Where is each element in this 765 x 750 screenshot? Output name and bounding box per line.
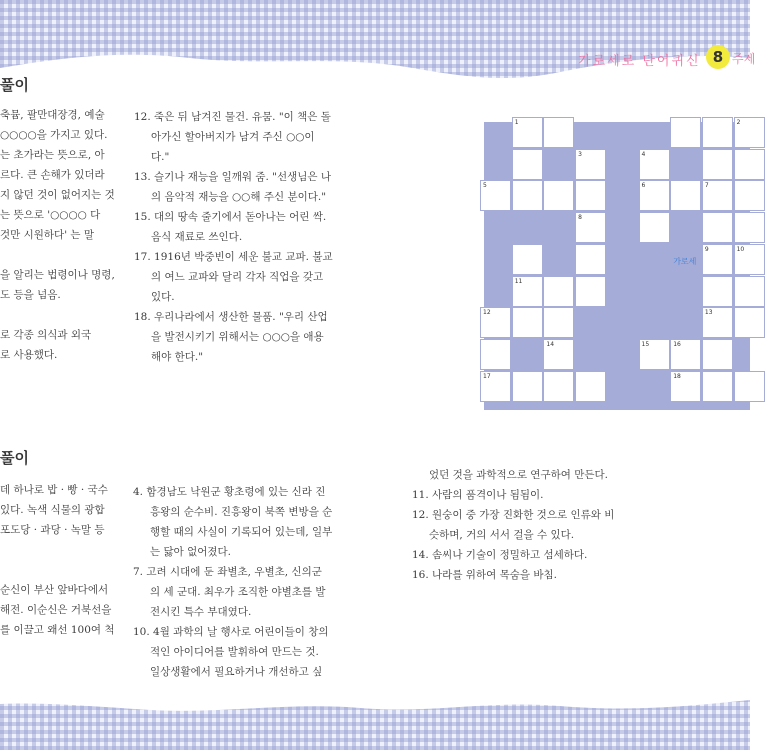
cell-number: 14 [546, 340, 555, 348]
fragment-line: 를 이끌고 왜선 100여 척 [0, 624, 115, 636]
down-section-title: 풀이 [0, 449, 29, 467]
cell-number: 9 [704, 245, 709, 253]
down-right-clues [412, 465, 652, 585]
fragment-line [0, 305, 120, 325]
cell-number: 11 [514, 277, 523, 285]
fragment-line [0, 540, 120, 560]
clue-10-down: 10. 4월 과학의 날 행사로 어린이들이 창의 적인 아이디어를 발휘하여 만드는 것. 일상생활에서 필요하거나 개선하고 싶 [133, 626, 329, 678]
crossword-cell[interactable] [512, 244, 543, 275]
cell-number: 4 [641, 150, 646, 158]
clue-7-down: 7. 고려 시대에 둔 좌별초, 우별초, 신의군 의 세 군대. 최우가 조직한 야별초를 발 전시킨 특수 부대였다. [133, 566, 326, 618]
cell-number: 8 [578, 214, 582, 222]
cell-number: 7 [704, 182, 709, 190]
clue-12-down: 12. 원숭이 중 가장 진화한 것으로 인류와 비 슷하며, 거의 서서 걸을 수 있다. [412, 509, 615, 541]
crossword-cell[interactable] [639, 212, 670, 243]
crossword-cell[interactable] [670, 117, 701, 148]
crossword-cell[interactable] [512, 149, 543, 180]
across-left-fragments [0, 105, 120, 365]
fragment-line: 르다. 큰 손해가 있더라 [0, 169, 105, 181]
clue-17-across: 17. 1916년 박중빈이 세운 불교 교파. 불교 의 여느 교파와 달리 각자 직업을 갖고 있다. [134, 251, 333, 303]
cell-number: 1 [514, 119, 519, 126]
board-label: 가로세 [673, 256, 697, 266]
down-left-fragments [0, 480, 120, 640]
fragment-line: 것만 시원하다' 는 말 [0, 229, 95, 241]
bottom-wave-edge [0, 680, 750, 720]
crossword-cell[interactable] [702, 276, 733, 307]
crossword-cell[interactable] [734, 307, 765, 338]
fragment-line: 데 하나로 밥 · 빵 · 국수 [0, 484, 108, 496]
cell-number: 12 [483, 309, 491, 317]
across-section-title: 풀이 [0, 76, 29, 94]
fragment-line: 포도당 · 과당 · 녹말 등 [0, 524, 105, 536]
clue-13-across: 13. 슬기나 재능을 일깨워 줌. "선생님은 나 의 음악적 재능을 ○○해 주신 분이다." [134, 171, 332, 203]
clue-16-down: 16. 나라를 위하여 목숨을 바침. [412, 569, 557, 581]
crossword-cell[interactable] [702, 212, 733, 243]
cell-number: 18 [673, 372, 681, 380]
cell-number: 10 [736, 245, 745, 253]
cell-number: 15 [641, 340, 650, 348]
crossword-cell[interactable] [575, 244, 606, 275]
crossword-cell[interactable] [543, 180, 574, 211]
crossword-cell[interactable] [734, 149, 765, 180]
crossword-cell[interactable] [702, 149, 733, 180]
cell-number: 17 [483, 372, 491, 380]
fragment-line [0, 560, 120, 580]
crossword-cell[interactable] [670, 180, 701, 211]
fragment-line: 로 각종 의식과 외국 [0, 329, 92, 341]
crossword-cell[interactable] [734, 180, 765, 211]
crossword-cell[interactable] [512, 180, 543, 211]
cell-number: 3 [578, 150, 582, 158]
crossword-cell[interactable] [734, 212, 765, 243]
fragment-line: 있다. 녹색 식물의 광합 [0, 504, 105, 516]
header-number-badge: 8 [706, 45, 730, 69]
crossword-cell[interactable] [575, 180, 606, 211]
clue-11-down: 11. 사람의 품격이나 됨됨이. [412, 489, 544, 501]
crossword-cell[interactable] [575, 276, 606, 307]
fragment-line: 도 등을 넘음. [0, 289, 61, 301]
crossword-cell[interactable] [702, 339, 733, 370]
fragment-line: 는 초가라는 뜻으로, 아 [0, 149, 105, 161]
crossword-cell[interactable] [734, 276, 765, 307]
clue-10-down-continuation: 었던 것을 과학적으로 연구하여 만든다. [429, 469, 608, 481]
fragment-line: 지 않던 것이 없어지는 것 [0, 189, 115, 201]
fragment-line: 로 사용했다. [0, 349, 58, 361]
clue-14-down: 14. 솜씨나 기술이 정밀하고 섬세하다. [412, 549, 588, 561]
across-clues [134, 107, 366, 367]
fragment-line: 는 뜻으로 '○○○○ 다 [0, 209, 101, 221]
down-middle-clues [133, 482, 368, 682]
crossword-cell[interactable] [480, 339, 511, 370]
clue-18-across: 18. 우리나라에서 생산한 물품. "우리 산업 을 발전시키기 위해서는 ○○○을 애용 해야 한다." [134, 311, 328, 363]
fragment-line: 축뮴, 팔만대장경, 예술 [0, 109, 105, 121]
fragment-line: 순신이 부산 앞바다에서 [0, 584, 109, 596]
fragment-line: ○○○○을 가지고 있다. [0, 129, 108, 141]
crossword-cell[interactable] [543, 276, 574, 307]
crossword-cell[interactable] [575, 371, 606, 402]
crossword-cell[interactable] [543, 371, 574, 402]
clue-12-across: 12. 죽은 뒤 남겨진 물건. 유뭄. "이 책은 돌 아가신 할아버지가 남겨 주신 ○○이 다." [134, 111, 331, 163]
cell-number: 5 [483, 182, 487, 190]
crossword-cell[interactable] [734, 371, 765, 402]
clue-15-across: 15. 대의 땅속 줄기에서 돋아나는 어린 싹. 음식 재료로 쓰인다. [134, 211, 327, 243]
crossword-board [483, 119, 750, 410]
crossword-cell[interactable] [702, 117, 733, 148]
cell-number: 13 [704, 309, 713, 317]
crossword-cell[interactable] [543, 307, 574, 338]
clue-4-down: 4. 함경남도 낙원군 황초령에 있는 신라 진 흥왕의 순수비. 진흥왕이 북쪽 변방을 순 행할 때의 사실이 기록되어 있는데, 일부 는 닳아 없어졌다. [133, 486, 333, 558]
crossword-cell[interactable] [512, 307, 543, 338]
header-title: 가로세로 단어퀴신 [578, 54, 701, 69]
crossword-cell[interactable] [543, 117, 574, 148]
cell-number: 16 [673, 340, 681, 348]
crossword-cell[interactable] [702, 371, 733, 402]
fragment-line: 해전. 이순신은 거북선을 [0, 604, 112, 616]
crossword-cell[interactable] [512, 371, 543, 402]
fragment-line [0, 245, 120, 265]
fragment-line: 을 알리는 법령이나 명령, [0, 269, 115, 281]
header-sub: 주제 [732, 52, 756, 66]
cell-number: 6 [641, 182, 646, 190]
cell-number: 2 [736, 119, 741, 126]
